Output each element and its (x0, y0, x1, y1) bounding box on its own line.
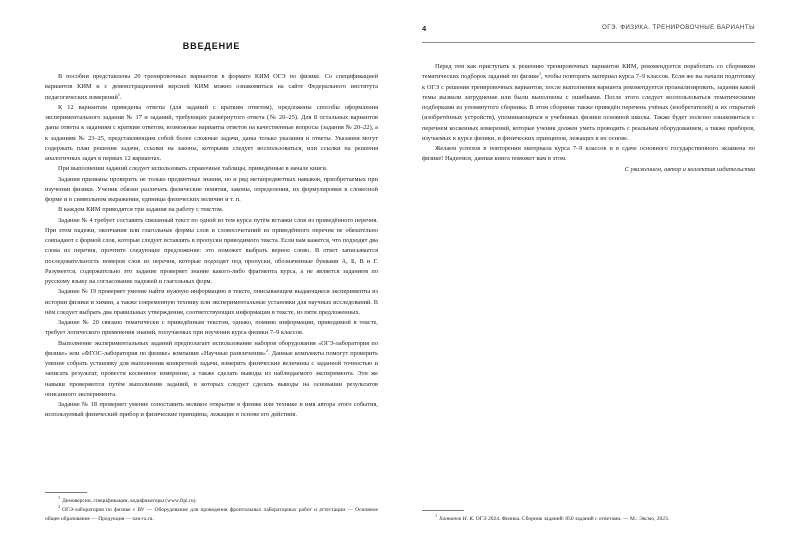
paragraph-tail: . (120, 93, 122, 101)
paragraph-tail: , чтобы повторить материал курса 7–9 классов. Если же вы начали подготовку к ОГЭ с решения тренировочных вариантов, после выполнения варианта рекомендуется проанализировать, задания какой темы вызвали затруднение или были выполнены с ошибками. После этого следует воспользоваться тематическими подборками из упомянутого сборника. В этом сборнике также приведён перечень учёных (изобретателей) и их открытий (изобретённых устройств), упоминающихся в учебниках физики основной школы. Также будет полезно ознакомиться с перечнем косвенных измерений, которые ученик должен уметь проводить с реальным оборудованием, а также приборов, изучаемых в курсе физики, и физических принципов, лежащих в их основе. (422, 73, 756, 142)
paragraph-text: Перед тем как приступать к решению тренировочных вариантов КИМ, рекомендуется поработать со сборником тематических подборок заданий по физике (422, 63, 755, 81)
footnote-marker: 2 (58, 504, 61, 510)
footnote (422, 512, 755, 523)
right-page-body (422, 21, 755, 175)
paragraph: Задание № 20 связано тематически с приведённым текстом, однако, помимо информации, приводимой в тексте, требует логического применения знаний, получаемых при изучении курса физики 7–9 классов. (45, 319, 378, 337)
paragraph-text: Выполнение экспериментальных заданий предполагает использование наборов оборудования «ОГЭ-лаборатория по физике» или «ФГОС-лаборатория по физике» компании «Научные развлечения» (45, 339, 378, 357)
page-number: 4 (422, 24, 427, 33)
footnote-text: ОГЭ 2024. Физика. Сборник заданий: 850 заданий с ответами. — М.: Эксмо, 2023. (474, 515, 670, 522)
left-page-footnotes (45, 492, 378, 524)
footnote-ref-2[interactable]: 2 (266, 347, 269, 353)
footnote (45, 506, 378, 523)
paragraph: Задание № 18 проверяет умение сопоставить великое открытие в физике или технике и имя автора этого события, используемый физический прибор и физические принципы, лежащие в основе его действия. (45, 401, 378, 419)
footnote-rule (422, 510, 464, 511)
right-page (400, 0, 800, 540)
paragraph: Задания призваны проверить не только предметные знания, но и ряд метапредметных навыков, приобретаемых при изучении физики. Ученик обязан различать физические понятия, законы, определения, их формулировки в словесной форме и в символьном выражении, единицы физических величин и т. п. (45, 175, 378, 203)
paragraph: В каждом КИМ приводятся три задания на работу с текстом. (58, 206, 224, 214)
footnote-ref-1[interactable]: 1 (539, 71, 542, 77)
footnote-ref-1[interactable]: 1 (117, 91, 121, 97)
footnote (45, 494, 378, 505)
paragraph: При выполнении заданий следует использовать справочные таблицы, приведённые в начале книги. (58, 165, 328, 173)
paragraph: Задание № 4 требует составить связанный текст по одной из тем курса путём вставки слов из приведённого перечня. При этом падежи, окончания или глагольные формы слов и словосочетаний из приведённого перечня не обязательно совпадают с формой слов, которые следует вставлять в пропуски приводимого текста. Если вам кажется, что подходят два слова из перечня, прочтите следующее предложение: это поможет выбрать верное слово. В ответ записывается последовательность номеров слов из перечня, которые подходят под пропуски, обозначенные буквами А, Б, В и Г. Разумеется, содержательно это задание проверяет знание какого-либо фрагмента курса, а не является заданием по русскому языку на согласование падежей и глагольных форм. (45, 216, 378, 285)
paragraph: К 12 вариантам приведены ответы (для заданий с кратким ответом), предложены способы оформления экспериментального задания № 17 и заданий, требующих развёрнутого ответа (№ 20–25). Для 8 остальных вариантов даны ответы к заданиям с кратким ответом, возможные варианты ответов на качественные вопросы (задания № 20–22), а к заданиям № 23–25, представляющим собой более сложные задачи, даны только указания и ответы. Указания могут содержать план решения задачи, ссылки на законы, которыми следует воспользоваться, или ссылки на решения аналогичных задач в первых 12 вариантах. (45, 103, 378, 162)
footnote-text: Демоверсии, спецификации, кодификаторы (www.fipi.ru). (62, 497, 197, 504)
right-page-footnotes (422, 510, 755, 524)
paragraph: Желаем успехов в повторении материала курса 7–9 классов и в сдаче основного государственного экзамена по физике! Надеемся, данная книга поможет вам в этом. (422, 145, 755, 163)
footnote-marker: 1 (58, 494, 61, 500)
paragraph-tail: . Данные комплекты помогут проверить умение собрать установку для выполнения конкретной задачи, измерить физические величины с заданной точностью и записать результат, провести косвенное измерение, а также сделать выводы из наблюдаемого эксперимента. Эти же навыки проверяются путём выполнения заданий, в которых следует сделать выводы на основании результатов описанного эксперимента. (45, 349, 378, 398)
footnote-author: Ханнанов Н. К. (439, 515, 475, 522)
paragraph (422, 62, 755, 144)
paragraph: Задание № 19 проверяет умение найти нужную информацию в тексте, описывающем выдающиеся эксперименты из истории физики и химии, а также современную технику или экспериментальные установки для научных исследований. В нём следует выбрать два правильных утверждения, соответствующих информации в тексте, из пяти предложенных. (45, 288, 378, 316)
page-title: ВВЕДЕНИЕ (182, 41, 241, 51)
running-head (422, 24, 755, 43)
running-head-title: ОГЭ. ФИЗИКА. ТРЕНИРОВОЧНЫЕ ВАРИАНТЫ (601, 24, 755, 31)
signoff: С уважением, автор и коллектив издательства (624, 166, 755, 173)
footnote-marker: 1 (435, 512, 438, 518)
footnote-rule (45, 492, 87, 493)
paragraph (45, 72, 378, 103)
footnote-text: ОГЭ-лаборатория по физике с ВУ — Оборудование для проведения фронтальных лабораторных работ и аттестации — Основное общее образование — Продукция — nau-ra.ru. (45, 507, 378, 522)
left-page-body (45, 72, 378, 421)
paragraph-text: В пособии представлены 20 тренировочных вариантов в формате КИМ ОГЭ по физике. Со спецификацией вариантов КИМ и с демонстрационной версией КИМ можно ознакомиться на сайте Федерального института педагогических измерений (45, 73, 378, 101)
paragraph (45, 339, 378, 401)
